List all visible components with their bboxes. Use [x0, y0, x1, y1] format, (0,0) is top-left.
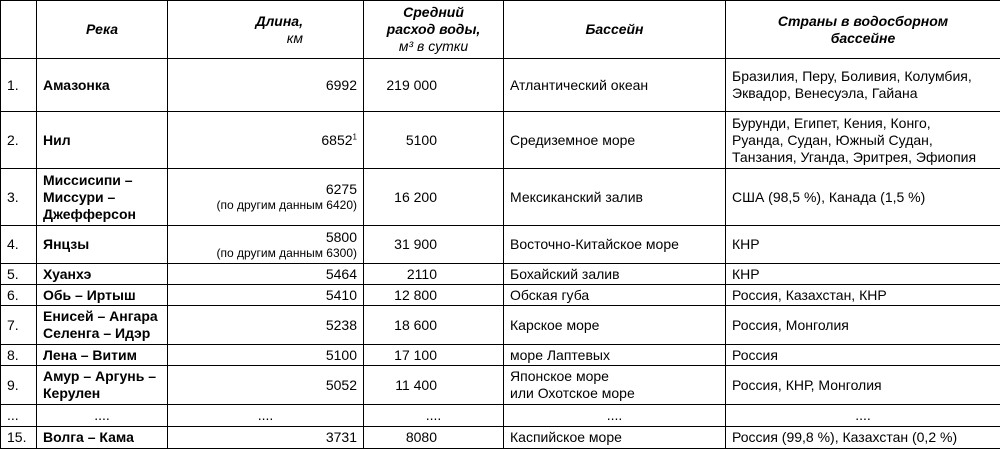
- river-name-line: Керулен: [43, 385, 101, 401]
- row-number: 3.: [1, 169, 37, 226]
- river-name: [37, 226, 168, 264]
- row-number: 2.: [1, 112, 37, 169]
- river-name: [37, 285, 168, 306]
- countries-line: Руанда, Судан, Южный Судан,: [732, 131, 933, 148]
- length-note: (по другим данным 6300): [216, 245, 357, 260]
- river-length: [168, 59, 364, 112]
- table-row: [1, 169, 1000, 226]
- basin-countries: [726, 345, 1000, 366]
- row-number: 9.: [1, 366, 37, 405]
- river-length: [168, 285, 364, 306]
- river-name-line: Янцзы: [43, 236, 90, 252]
- river-basin: [504, 405, 726, 427]
- basin-line: Каспийское море: [510, 429, 622, 445]
- river-basin: [504, 427, 726, 449]
- countries-line: Бразилия, Перу, Боливия, Колумбия,: [732, 68, 972, 84]
- header-length-label: Длина,: [255, 12, 303, 29]
- river-basin: [504, 264, 726, 285]
- river-name-line: ....: [94, 407, 110, 423]
- river-length: [168, 345, 364, 366]
- river-length: [168, 112, 364, 169]
- river-length: [168, 169, 364, 226]
- basin-line: Карское море: [510, 316, 600, 333]
- table-row: [1, 405, 1000, 427]
- table-row: [1, 226, 1000, 264]
- row-number: ...: [1, 405, 37, 427]
- basin-countries: [726, 306, 1000, 345]
- river-length: [168, 226, 364, 264]
- river-flow: 12 800: [364, 285, 504, 306]
- length-value: ....: [257, 407, 274, 423]
- basin-countries: [726, 59, 1000, 112]
- row-number: 15.: [1, 427, 37, 449]
- river-basin: [504, 345, 726, 366]
- river-flow: 18 600: [364, 306, 504, 345]
- river-basin: [504, 226, 726, 264]
- river-name-line: Енисей – Ангара: [43, 308, 158, 324]
- header-flow-line1: Средний: [403, 4, 464, 20]
- basin-countries: [726, 226, 1000, 264]
- length-value: 5238: [325, 316, 357, 333]
- river-basin: [504, 306, 726, 345]
- countries-line: Россия: [732, 346, 778, 363]
- length-value: 5464: [325, 265, 357, 282]
- table-row: [1, 306, 1000, 345]
- length-value: 5410: [325, 286, 357, 303]
- basin-countries: [726, 264, 1000, 285]
- countries-line: Эквадор, Венесуэла, Гайана: [732, 85, 918, 101]
- river-name: [37, 169, 168, 226]
- basin-countries: [726, 366, 1000, 405]
- basin-countries: [726, 285, 1000, 306]
- river-flow: 8080: [364, 427, 504, 449]
- length-note: (по другим данным 6420): [216, 198, 357, 212]
- river-name-line: Хуанхэ: [43, 265, 92, 282]
- river-name-line: Лена – Витим: [43, 346, 137, 363]
- basin-line: море Лаптевых: [510, 346, 610, 363]
- countries-line: Россия, КНР, Монголия: [732, 376, 882, 393]
- row-number: 5.: [1, 264, 37, 285]
- countries-line: Бурунди, Египет, Кения, Конго,: [732, 114, 931, 131]
- river-name-line: Нил: [43, 131, 71, 148]
- length-value: 6275: [325, 181, 357, 197]
- river-name-line: Амазонка: [43, 76, 110, 93]
- basin-countries: [726, 405, 1000, 427]
- basin-line: Обская губа: [510, 286, 590, 303]
- countries-line: КНР: [732, 236, 760, 252]
- countries-line: Россия, Монголия: [732, 316, 849, 333]
- countries-line: Танзания, Уганда, Эритрея, Эфиопия: [732, 148, 977, 165]
- table-row: [1, 427, 1000, 449]
- header-flow: [364, 1, 504, 59]
- river-name: [37, 59, 168, 112]
- basin-countries: [726, 169, 1000, 226]
- river-name: [37, 264, 168, 285]
- footnote-mark: 1: [352, 131, 357, 141]
- header-flow-line2: расход воды,: [386, 21, 481, 37]
- river-name: [37, 366, 168, 405]
- basin-line: Японское море: [510, 368, 609, 384]
- river-flow: 17 100: [364, 345, 504, 366]
- river-name-line: Амур – Аргунь –: [43, 368, 157, 384]
- row-number: 8.: [1, 345, 37, 366]
- river-name: [37, 345, 168, 366]
- river-basin: [504, 169, 726, 226]
- basin-line: Атлантический океан: [510, 76, 649, 93]
- basin-line: Бохайский залив: [510, 265, 620, 282]
- length-value: 5052: [325, 376, 357, 393]
- river-length: [168, 306, 364, 345]
- river-name: [37, 112, 168, 169]
- length-value: 5100: [325, 346, 357, 363]
- river-name-line: Волга – Кама: [43, 429, 134, 445]
- header-length: [168, 1, 364, 59]
- table-row: [1, 59, 1000, 112]
- river-name-line: Миссури –: [43, 188, 116, 205]
- river-basin: [504, 112, 726, 169]
- length-value: 6992: [325, 76, 357, 93]
- table-row: [1, 285, 1000, 306]
- river-flow: 2110: [364, 264, 504, 285]
- river-name: [37, 306, 168, 345]
- river-basin: [504, 366, 726, 405]
- river-length: [168, 366, 364, 405]
- river-flow: 5100: [364, 112, 504, 169]
- basin-countries: [726, 427, 1000, 449]
- header-river: Река: [37, 1, 168, 59]
- table-row: [1, 264, 1000, 285]
- river-flow: 16 200: [364, 169, 504, 226]
- header-num: [1, 1, 37, 59]
- row-number: 6.: [1, 285, 37, 306]
- river-length: [168, 427, 364, 449]
- river-flow: 11 400: [364, 366, 504, 405]
- table-row: [1, 112, 1000, 169]
- table-row: [1, 345, 1000, 366]
- countries-line: ....: [855, 407, 871, 423]
- basin-line: ....: [606, 407, 623, 423]
- table-row: [1, 366, 1000, 405]
- basin-line: или Охотское море: [510, 385, 635, 401]
- row-number: 4.: [1, 226, 37, 264]
- countries-line: КНР: [732, 265, 760, 282]
- header-basin: Бассейн: [504, 1, 726, 59]
- river-basin: [504, 285, 726, 306]
- river-length: [168, 405, 364, 427]
- river-flow: 219 000: [364, 59, 504, 112]
- length-value: 5800: [325, 228, 357, 245]
- header-row: [1, 1, 1000, 59]
- length-value: 6852$^1$: [321, 131, 357, 148]
- river-length: [168, 264, 364, 285]
- basin-line: Средиземное море: [510, 131, 636, 148]
- river-name-line: Миссисипи –: [43, 171, 133, 188]
- river-flow: ....: [364, 405, 504, 427]
- header-flow-unit: м³ в сутки: [398, 38, 469, 54]
- river-name: [37, 405, 168, 427]
- length-value: 3731: [325, 429, 357, 445]
- river-name-line: Селенга – Идэр: [43, 325, 151, 341]
- river-name-line: Обь – Иртыш: [43, 286, 136, 303]
- basin-line: Восточно-Китайское море: [510, 236, 679, 252]
- header-countries-line1: Страны в водосборном: [777, 12, 949, 29]
- header-countries: [726, 1, 1000, 59]
- basin-countries: [726, 112, 1000, 169]
- basin-line: Мексиканский залив: [510, 188, 643, 205]
- river-name-line: Джефферсон: [43, 205, 136, 222]
- river-basin: [504, 59, 726, 112]
- river-name: [37, 427, 168, 449]
- countries-line: Россия, Казахстан, КНР: [732, 286, 887, 303]
- header-countries-line2: бассейне: [830, 29, 896, 46]
- countries-line: Россия (99,8 %), Казахстан (0,2 %): [732, 429, 958, 445]
- countries-line: США (98,5 %), Канада (1,5 %): [732, 188, 926, 205]
- row-number: 7.: [1, 306, 37, 345]
- header-length-unit: км: [286, 29, 303, 46]
- river-flow: 31 900: [364, 226, 504, 264]
- row-number: 1.: [1, 59, 37, 112]
